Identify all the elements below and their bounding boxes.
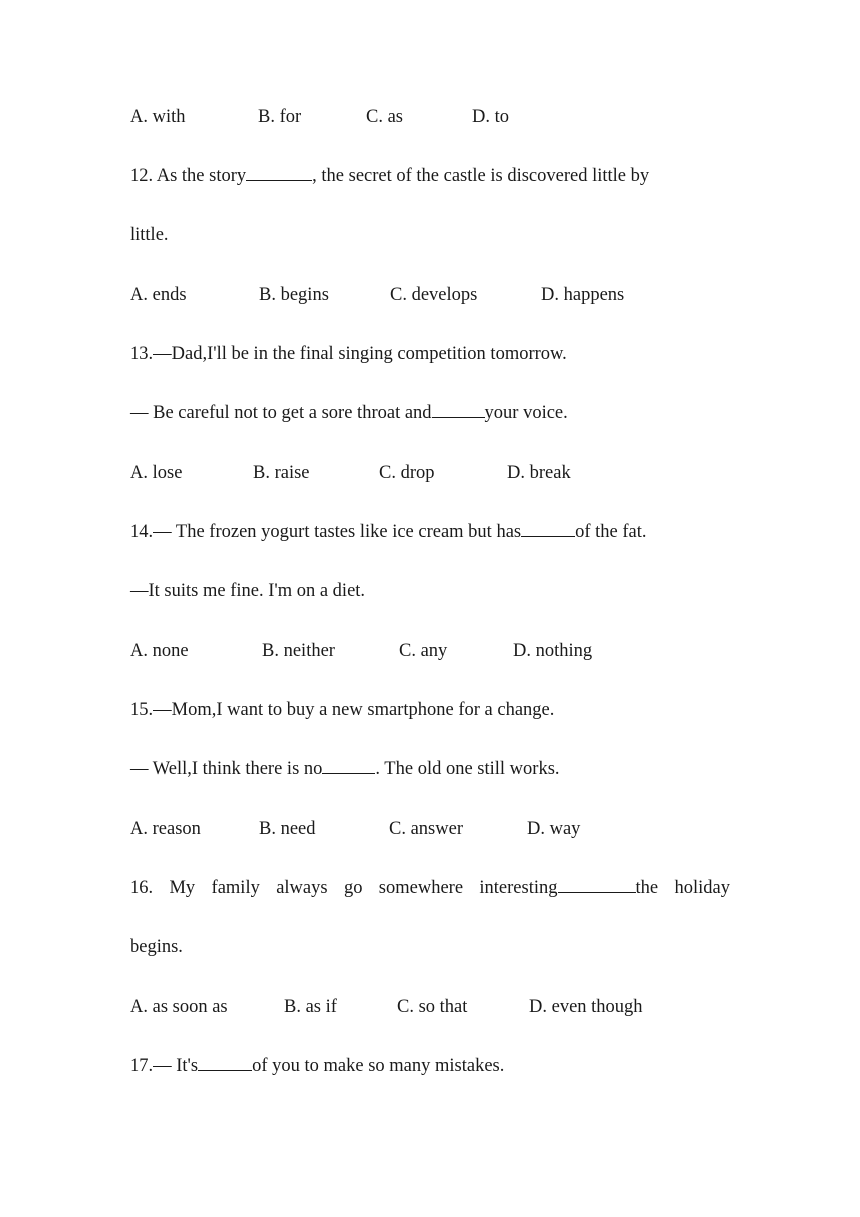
q17-text-before: 17.— It's (130, 1056, 199, 1076)
q13-text-line1: 13.—Dad,I'll be in the final singing competition tomorrow. (130, 344, 567, 364)
q13-text-before: — Be careful not to get a sore throat and (130, 403, 432, 423)
q16-word: somewhere (378, 878, 464, 898)
q16-word: 16. (130, 878, 154, 898)
q12-stem-cont (130, 223, 730, 247)
q15-line2 (130, 757, 730, 781)
q15-text-line1: 15.—Mom,I want to buy a new smartphone for a change. (130, 700, 555, 720)
q15-option-d: D. way (527, 819, 581, 839)
q17-blank (198, 1054, 252, 1071)
q16-stem (130, 876, 730, 900)
q13-text-after: your voice. (484, 403, 568, 423)
q12-blank (246, 164, 312, 181)
q16-word: family (211, 878, 260, 898)
q11-option-a: A. with (130, 107, 186, 127)
q13-line2 (130, 401, 730, 425)
q16-option-d: D. even though (529, 997, 643, 1017)
q14-option-c: C. any (399, 641, 448, 661)
q11-option-c: C. as (366, 107, 403, 127)
q12-text-cont: little. (130, 225, 169, 245)
q12-text-before: 12. As the story (130, 166, 247, 186)
q16-word: go (343, 878, 363, 898)
q14-option-a: A. none (130, 641, 189, 661)
q14-line1 (130, 520, 730, 544)
q12-option-c: C. develops (390, 285, 478, 305)
q16-option-b: B. as if (284, 997, 337, 1017)
q13-line1 (130, 342, 730, 366)
q14-line2 (130, 579, 730, 603)
q11-option-b: B. for (258, 107, 302, 127)
q14-text-before: 14.— The frozen yogurt tastes like ice cream but has (130, 522, 522, 542)
q15-option-c: C. answer (389, 819, 463, 839)
q14-text-after: of the fat. (575, 522, 647, 542)
q15-option-a: A. reason (130, 819, 201, 839)
q13-blank (432, 401, 485, 418)
q16-option-a: A. as soon as (130, 997, 228, 1017)
q15-blank (322, 757, 375, 774)
q14-blank (521, 520, 575, 537)
q13-option-a: A. lose (130, 463, 183, 483)
q16-word: the (635, 878, 659, 898)
q11-option-d: D. to (472, 107, 509, 127)
q15-option-b: B. need (259, 819, 316, 839)
q14-option-b: B. neither (262, 641, 335, 661)
q16-word: holiday (674, 878, 730, 898)
q16-option-c: C. so that (397, 997, 468, 1017)
q13-option-d: D. break (507, 463, 571, 483)
q12-option-a: A. ends (130, 285, 187, 305)
q14-text-line2: —It suits me fine. I'm on a diet. (130, 581, 366, 601)
q16-word: always (276, 878, 328, 898)
q14-option-d: D. nothing (513, 641, 593, 661)
q16-word: My (169, 878, 196, 898)
q17-text-after: of you to make so many mistakes. (252, 1056, 505, 1076)
q15-line1 (130, 698, 730, 722)
q16-blank (558, 876, 636, 893)
q15-text-before: — Well,I think there is no (130, 759, 323, 779)
q13-option-c: C. drop (379, 463, 435, 483)
q12-option-d: D. happens (541, 285, 625, 305)
q16-text-cont: begins. (130, 937, 183, 957)
q16-stem-cont (130, 935, 730, 959)
q15-text-after: . The old one still works. (375, 759, 560, 779)
q12-text-after: , the secret of the castle is discovered little by (312, 166, 650, 186)
q16-word: interesting (479, 878, 558, 898)
q17-stem (130, 1054, 730, 1078)
q12-stem (130, 164, 730, 188)
q12-option-b: B. begins (259, 285, 329, 305)
q13-option-b: B. raise (253, 463, 310, 483)
